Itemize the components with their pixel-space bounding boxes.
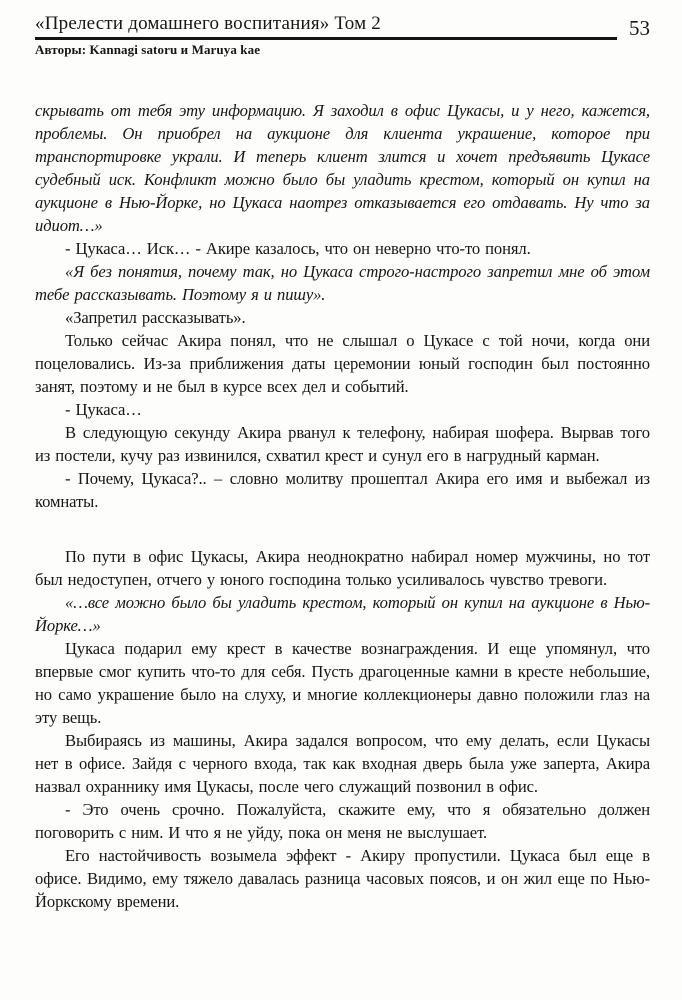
paragraph: Цукаса подарил ему крест в качестве вознаграждения. И еще упомянул, что впервые смог купить что-то для себя. Пусть драгоценные камни в кресте небольшие, но само украшение было на слуху, и многие коллекционеры давно положили глаз на эту вещь.	[35, 639, 650, 727]
paragraph: Только сейчас Акира понял, что не слышал о Цукасе с той ночи, когда они поцеловались. Из-за приближения даты церемонии юный господин был постоянно занят, поэтому и не был в курсе всех дел и событий.	[35, 331, 650, 396]
paragraph: - Цукаса… Иск… - Акире казалось, что он неверно что-то понял.	[65, 239, 531, 258]
paragraph: «Запретил рассказывать».	[65, 308, 246, 327]
page-number: 53	[629, 16, 650, 40]
paragraph: Выбираясь из машины, Акира задался вопросом, что ему делать, если Цукасы нет в офисе. Зайдя с черного входа, так как входная дверь была уже заперта, Акира назвал охраннику имя Цукасы, после чего служащий позвонил в офис.	[35, 731, 650, 796]
page-body	[35, 99, 650, 913]
paragraph: В следующую секунду Акира рванул к телефону, набирая шофера. Вырвав того из постели, кучу раз извинился, схватил крест и сунул его в нагрудный карман.	[35, 423, 650, 465]
book-title: «Прелести домашнего воспитания» Том 2	[35, 13, 381, 34]
header-divider	[35, 13, 617, 40]
authors-line: Авторы: Kannagi satoru и Maruya kae	[35, 42, 261, 57]
paragraph: - Почему, Цукаса?.. – словно молитву прошептал Акира его имя и выбежал из комнаты.	[35, 469, 650, 511]
header-row	[35, 13, 650, 40]
page-header	[35, 13, 650, 58]
paragraph: «Я без понятия, почему так, но Цукаса строго-настрого запретил мне об этом тебе рассказывать. Поэтому я и пишу».	[35, 262, 650, 304]
paragraph: «…все можно было бы уладить крестом, который он купил на аукционе в Нью-Йорке…»	[35, 593, 650, 635]
paragraph: По пути в офис Цукасы, Акира неоднократно набирал номер мужчины, но тот был недоступен, отчего у юного господина только усиливалось чувство тревоги.	[35, 547, 650, 589]
paragraph: Его настойчивость возымела эффект - Акиру пропустили. Цукаса был еще в офисе. Видимо, ему тяжело давалась разница часовых поясов, и он жил еще по Нью-Йоркскому времени.	[35, 846, 650, 911]
paragraph: - Цукаса…	[65, 400, 142, 419]
paragraph: - Это очень срочно. Пожалуйста, скажите ему, что я обязательно должен поговорить с ним. И что я не уйду, пока он меня не выслушает.	[35, 800, 650, 842]
paragraph: скрывать от тебя эту информацию. Я заходил в офис Цукасы, и у него, кажется, проблемы. Он приобрел на аукционе для клиента украшение, которое при транспортировке украли. И теперь клиент злится и хочет предъявить Цукасе судебный иск. Конфликт можно было бы уладить крестом, который он купил на аукционе в Нью-Йорке, но Цукаса наотрез отказывается его отдавать. Ну что за идиот…»	[35, 101, 650, 235]
